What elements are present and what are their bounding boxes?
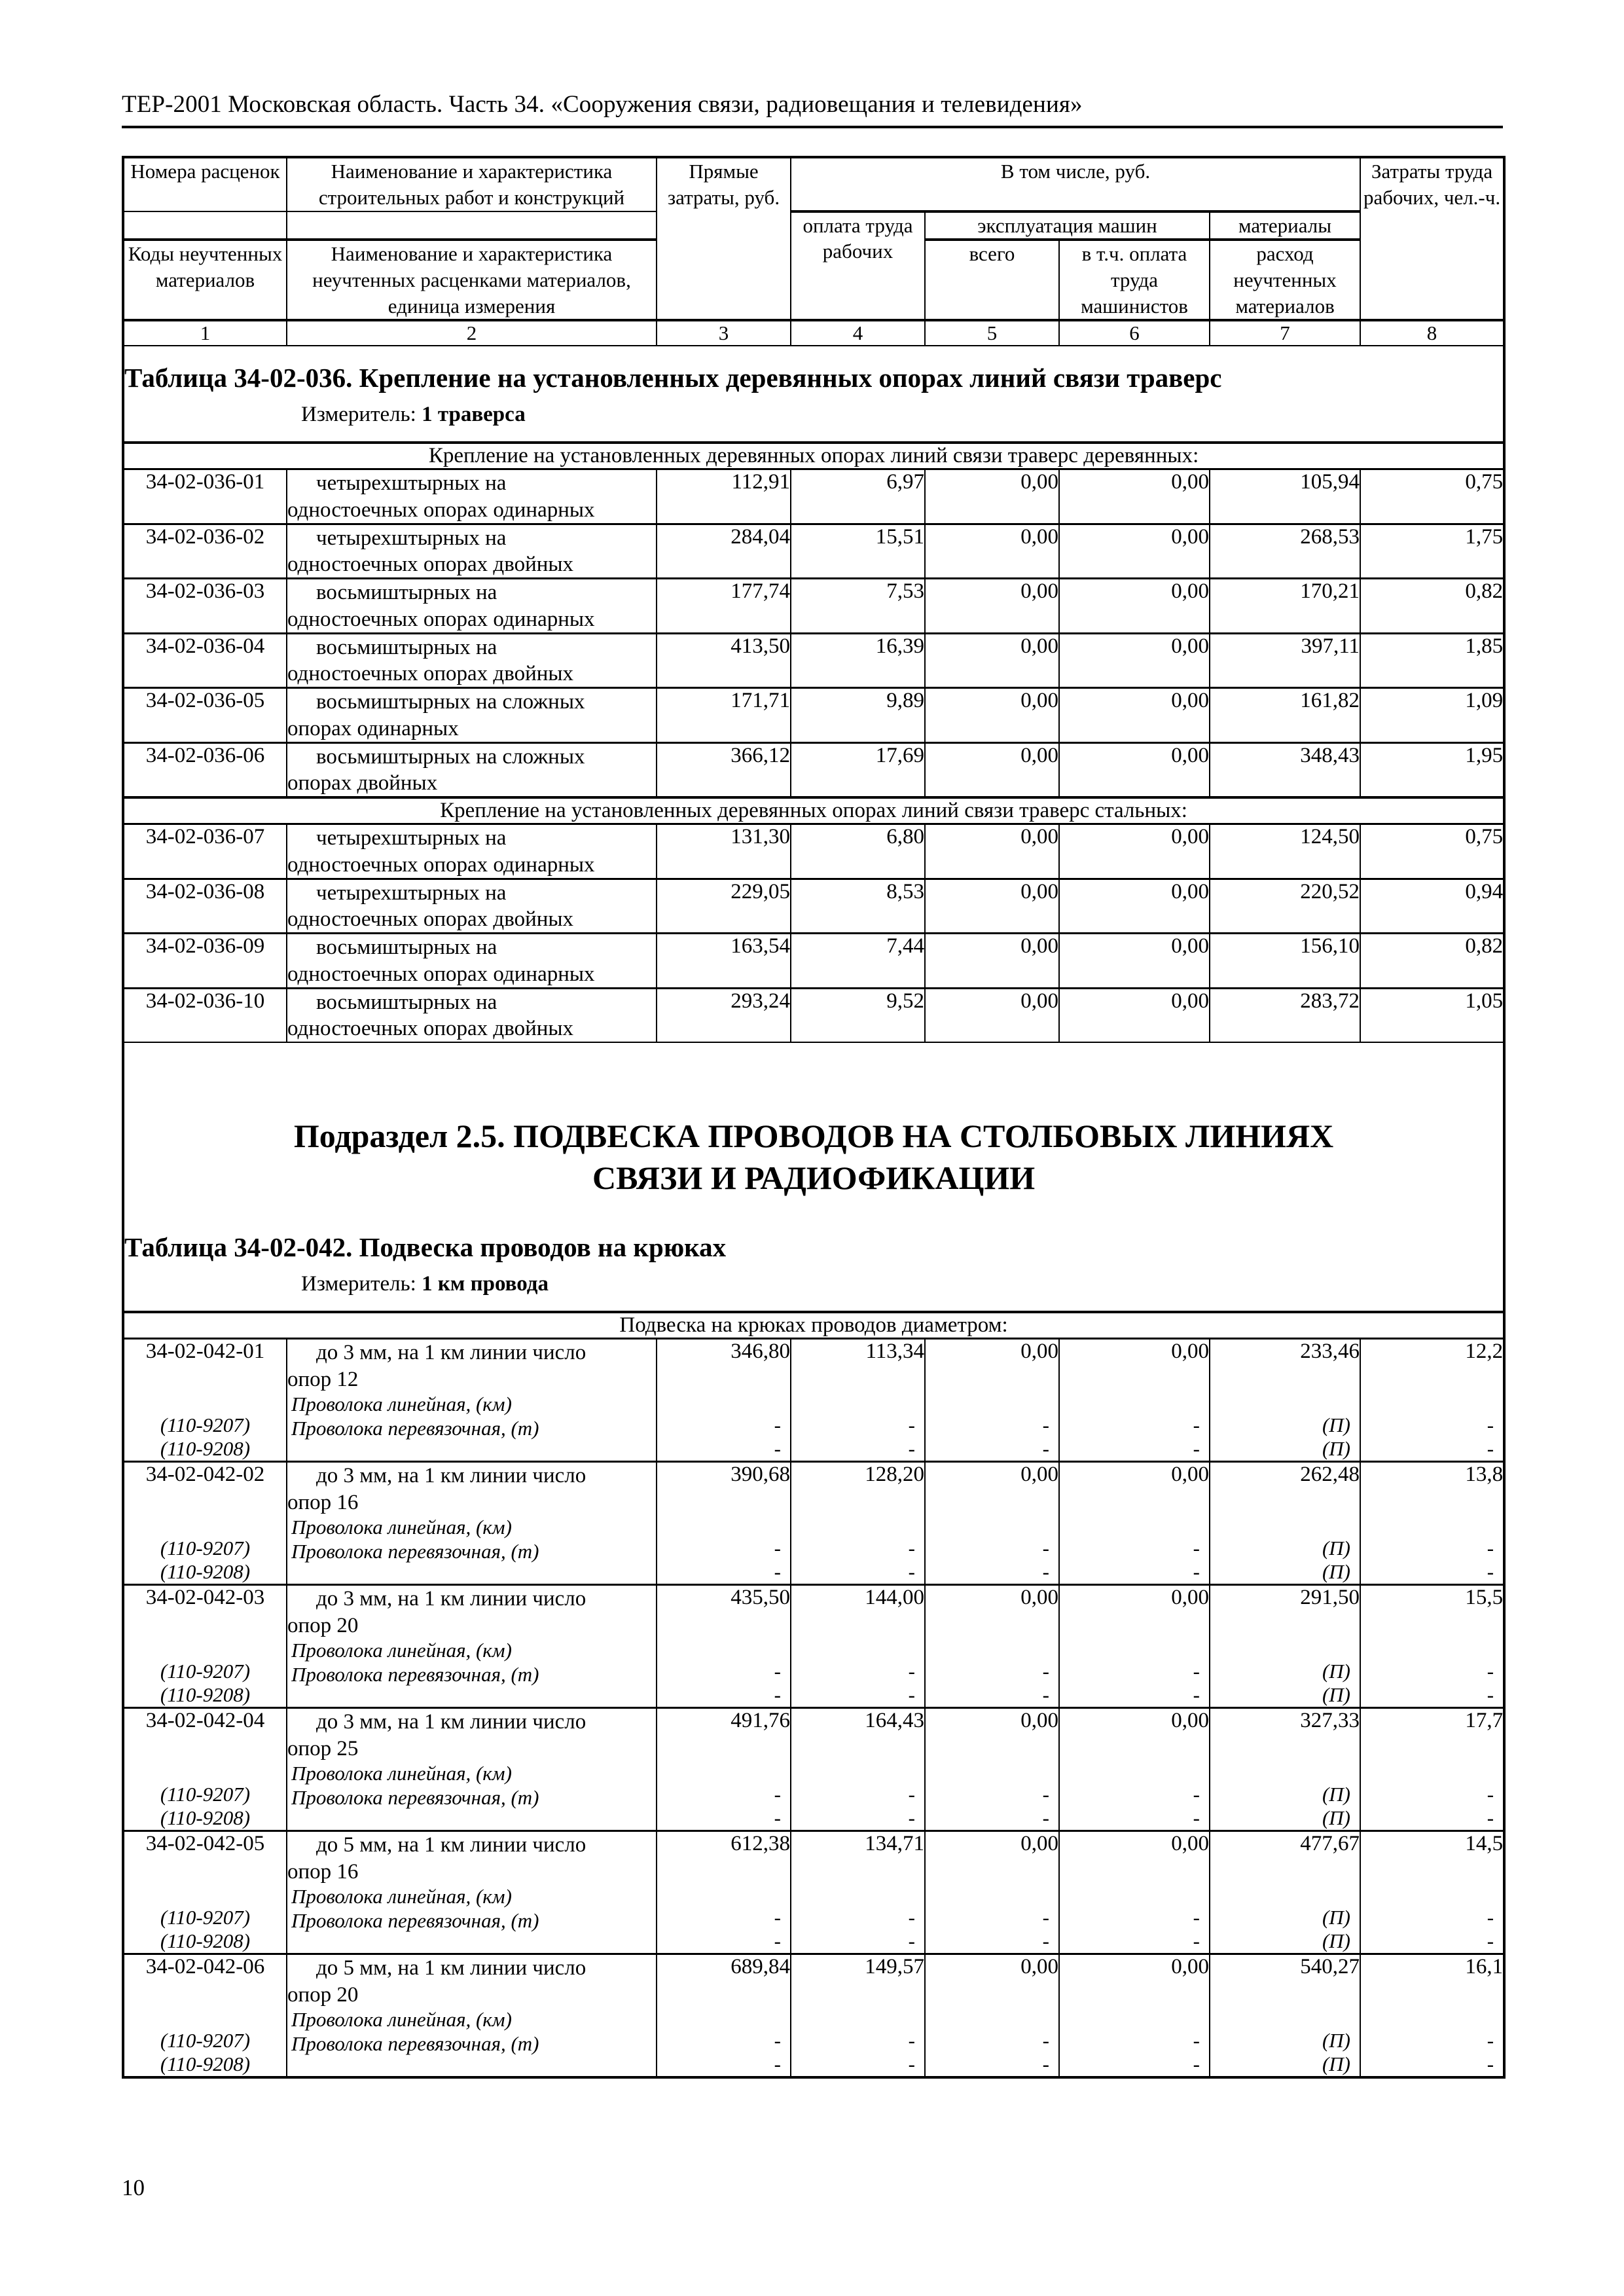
row-value-3: 491,76 - - (657, 1708, 791, 1831)
table-row (123, 988, 1504, 1042)
row-sub-value-1: - (1042, 1537, 1049, 1560)
row-value-8: 13,8 - - (1360, 1462, 1504, 1585)
table-34-02-036-block (123, 346, 1504, 443)
row-sub-value-2: - (908, 1683, 915, 1707)
row-value-7: 262,48 (П) (П) (1210, 1462, 1360, 1585)
row-value-6: 0,00 (1059, 934, 1210, 989)
row-value-3: 390,68 - - (657, 1462, 791, 1585)
row-value-6: 0,00 (1059, 469, 1210, 524)
table-column-header (122, 156, 1506, 346)
row-value-5: 0,00 - - (925, 1708, 1059, 1831)
row-sub-value-1: - (1193, 2029, 1200, 2052)
row-sub-value-1: (П) (1322, 1660, 1350, 1683)
row-value-6: 0,00 - - (1059, 1954, 1210, 2078)
row-value-4: 17,69 (791, 742, 925, 797)
row-sub-value-2: (П) (1322, 1806, 1350, 1830)
row-value-3: 689,84 - - (657, 1954, 791, 2078)
row-sub-value-2: - (1042, 1683, 1049, 1707)
row-sub-value-2: - (908, 1437, 915, 1461)
row-value-4: 6,97 (791, 469, 925, 524)
row-code: 34-02-042-04 (110-9207) (110-9208) (123, 1708, 287, 1831)
row-code: 34-02-036-03 (123, 579, 287, 634)
row-sub-value-1: - (774, 1660, 781, 1683)
row-subcode-2: (110-9208) (160, 1806, 251, 1830)
row-sub-value-2: - (1487, 1560, 1494, 1584)
row-value-8: 1,09 (1360, 688, 1504, 743)
row-value-5: 0,00 - - (925, 1954, 1059, 2078)
row-value-7: 105,94 (1210, 469, 1360, 524)
row-value-3: 284,04 (657, 524, 791, 579)
row-subname-1: Проволока линейная, (км) (291, 1392, 512, 1415)
row-sub-value-1: - (908, 1906, 915, 1929)
row-sub-value-2: (П) (1322, 2052, 1350, 2076)
row-sub-value-1: - (1042, 1783, 1049, 1806)
row-value-8: 17,7 - - (1360, 1708, 1504, 1831)
subsection-heading: Подраздел 2.5. ПОДВЕСКА ПРОВОДОВ НА СТОЛБОВЫХ ЛИНИЯХ СВЯЗИ И РАДИОФИКАЦИИ (293, 1118, 1334, 1197)
row-sub-value-1: - (774, 1413, 781, 1437)
row-subcode-2: (110-9208) (160, 1929, 251, 1953)
row-value-8: 0,75 (1360, 469, 1504, 524)
row-sub-value-2: (П) (1322, 1683, 1350, 1707)
row-sub-value-2: - (1193, 1683, 1200, 1707)
row-sub-value-1: - (1193, 1537, 1200, 1560)
row-value-5: 0,00 - - (925, 1339, 1059, 1462)
row-name: восьмиштырных на сложных опорах одинарных (287, 688, 657, 743)
row-value-4: 149,57 - - (791, 1954, 925, 2078)
row-value-5: 0,00 (925, 988, 1059, 1042)
running-header: ТЕР-2001 Московская область. Часть 34. «Сооружения связи, радиовещания и телевидения» (122, 91, 1083, 118)
header-col2-top: Наименование и характеристика строительных работ и конструкций (287, 157, 657, 211)
row-sub-value-1: - (1487, 1906, 1494, 1929)
row-value-3: 366,12 (657, 742, 791, 797)
header-col4: оплата труда рабочих (791, 211, 925, 321)
row-sub-value-1: - (1042, 1906, 1049, 1929)
row-value-7: 327,33 (П) (П) (1210, 1708, 1360, 1831)
row-code: 34-02-036-02 (123, 524, 287, 579)
row-sub-value-2: - (1487, 2052, 1494, 2076)
row-subcode-1: (110-9207) (160, 1413, 251, 1437)
row-subname-2: Проволока перевязочная, (т) (291, 1785, 539, 1809)
row-subname-1: Проволока линейная, (км) (291, 1761, 512, 1785)
row-sub-value-1: - (1487, 1413, 1494, 1437)
row-value-6: 0,00 (1059, 742, 1210, 797)
row-value-6: 0,00 (1059, 633, 1210, 688)
row-subname-2: Проволока перевязочная, (т) (291, 1539, 539, 1563)
row-value-4: 7,53 (791, 579, 925, 634)
row-sub-value-2: - (908, 2052, 915, 2076)
row-value-4: 113,34 - - (791, 1339, 925, 1462)
row-value-8: 1,75 (1360, 524, 1504, 579)
row-value-5: 0,00 - - (925, 1585, 1059, 1708)
row-code: 34-02-036-05 (123, 688, 287, 743)
row-value-6: 0,00 (1059, 688, 1210, 743)
row-value-5: 0,00 (925, 824, 1059, 879)
row-sub-value-2: - (774, 1560, 781, 1584)
row-sub-value-2: - (1042, 1806, 1049, 1830)
table-row (123, 524, 1504, 579)
row-name: до 5 мм, на 1 км линии число опор 20 Проволока линейная, (км) Проволока перевязочная, (т) (287, 1954, 657, 2078)
row-subname-2: Проволока перевязочная, (т) (291, 1416, 539, 1440)
table-34-02-042-block (123, 1221, 1504, 1312)
group-heading: Крепление на установленных деревянных опорах линий связи траверс стальных: (123, 797, 1504, 824)
header-col2-top-continued (287, 211, 657, 240)
row-subname-2: Проволока перевязочная, (т) (291, 1662, 539, 1686)
header-number-5: 5 (925, 320, 1059, 346)
row-subcode-1: (110-9207) (160, 1537, 251, 1560)
row-value-3: 171,71 (657, 688, 791, 743)
row-subname-1: Проволока линейная, (км) (291, 1638, 512, 1662)
row-sub-value-2: - (908, 1806, 915, 1830)
group-heading: Подвеска на крюках проводов диаметром: (123, 1312, 1504, 1339)
row-value-5: 0,00 (925, 524, 1059, 579)
header-number-4: 4 (791, 320, 925, 346)
header-col6: в т.ч. оплата труда машинистов (1059, 240, 1210, 320)
row-subcode-1: (110-9207) (160, 1783, 251, 1806)
row-value-5: 0,00 (925, 579, 1059, 634)
row-value-3: 293,24 (657, 988, 791, 1042)
row-subcode-1: (110-9207) (160, 1906, 251, 1929)
table-34-02-042-title: Таблица 34-02-042. Подвеска проводов на крюках (124, 1232, 727, 1263)
table-row (123, 469, 1504, 524)
row-subname-1: Проволока линейная, (км) (291, 1515, 512, 1539)
row-sub-value-1: - (1042, 2029, 1049, 2052)
row-sub-value-1: - (908, 2029, 915, 2052)
table-row (123, 579, 1504, 634)
row-sub-value-1: - (1042, 1660, 1049, 1683)
table-row (123, 934, 1504, 989)
row-value-5: 0,00 (925, 934, 1059, 989)
row-sub-value-1: - (908, 1537, 915, 1560)
row-sub-value-1: - (1487, 2029, 1494, 2052)
row-value-6: 0,00 - - (1059, 1831, 1210, 1954)
header-number-2: 2 (287, 320, 657, 346)
row-value-4: 7,44 (791, 934, 925, 989)
row-value-3: 163,54 (657, 934, 791, 989)
row-code: 34-02-042-05 (110-9207) (110-9208) (123, 1831, 287, 1954)
row-name: до 3 мм, на 1 км линии число опор 12 Проволока линейная, (км) Проволока перевязочная, (т) (287, 1339, 657, 1462)
row-value-4: 15,51 (791, 524, 925, 579)
table-34-02-042-measure (124, 1269, 1503, 1311)
row-sub-value-1: (П) (1322, 1906, 1350, 1929)
row-value-4: 9,52 (791, 988, 925, 1042)
row-value-6: 0,00 - - (1059, 1585, 1210, 1708)
row-sub-value-2: - (1487, 1683, 1494, 1707)
table1-bottom-spacer (123, 1042, 1504, 1072)
row-code: 34-02-036-10 (123, 988, 287, 1042)
table-34-02-036-measure-value: 1 траверса (422, 403, 526, 427)
row-sub-value-2: - (774, 2052, 781, 2076)
row-sub-value-1: (П) (1322, 1537, 1350, 1560)
row-value-4: 9,89 (791, 688, 925, 743)
header-span-vtom: В том числе, руб. (791, 157, 1360, 211)
row-name: до 3 мм, на 1 км линии число опор 16 Проволока линейная, (км) Проволока перевязочная, (т) (287, 1462, 657, 1585)
table-row (123, 742, 1504, 797)
row-sub-value-2: - (1193, 1929, 1200, 1953)
subsection-block (123, 1072, 1504, 1221)
row-sub-value-2: - (774, 1683, 781, 1707)
row-value-6: 0,00 - - (1059, 1708, 1210, 1831)
row-value-7: 156,10 (1210, 934, 1360, 989)
row-sub-value-1: - (908, 1660, 915, 1683)
row-sub-value-2: - (908, 1929, 915, 1953)
row-value-3: 229,05 (657, 879, 791, 934)
table-bottom-rule (123, 2077, 1504, 2079)
row-value-7: 477,67 (П) (П) (1210, 1831, 1360, 1954)
group-heading: Крепление на установленных деревянных опорах линий связи траверс деревянных: (123, 443, 1504, 469)
row-value-8: 0,82 (1360, 579, 1504, 634)
header-span-machines: эксплуатация машин (925, 211, 1210, 240)
row-name: восьмиштырных на одностоечных опорах одинарных (287, 934, 657, 989)
row-value-8: 16,1 - - (1360, 1954, 1504, 2078)
row-sub-value-2: - (1042, 1929, 1049, 1953)
header-col1-bottom: Коды неучтенных материалов (123, 240, 287, 320)
row-name: четырехштырных на одностоечных опорах одинарных (287, 824, 657, 879)
row-value-6: 0,00 (1059, 879, 1210, 934)
page-number: 10 (122, 2175, 145, 2200)
row-name: восьмиштырных на одностоечных опорах одинарных (287, 579, 657, 634)
row-sub-value-1: - (908, 1413, 915, 1437)
row-value-8: 14,5 - - (1360, 1831, 1504, 1954)
header-number-7: 7 (1210, 320, 1360, 346)
row-code: 34-02-042-01 (110-9207) (110-9208) (123, 1339, 287, 1462)
row-value-6: 0,00 (1059, 579, 1210, 634)
header-number-8: 8 (1360, 320, 1504, 346)
row-sub-value-2: (П) (1322, 1437, 1350, 1461)
row-value-5: 0,00 (925, 633, 1059, 688)
header-number-3: 3 (657, 320, 791, 346)
row-sub-value-1: (П) (1322, 1413, 1350, 1437)
row-value-4: 16,39 (791, 633, 925, 688)
row-code: 34-02-036-04 (123, 633, 287, 688)
row-sub-value-1: - (908, 1783, 915, 1806)
row-sub-value-2: - (1193, 1560, 1200, 1584)
row-value-5: 0,00 (925, 879, 1059, 934)
row-sub-value-1: - (774, 1537, 781, 1560)
row-code: 34-02-036-08 (123, 879, 287, 934)
row-value-8: 0,75 (1360, 824, 1504, 879)
row-code: 34-02-036-01 (123, 469, 287, 524)
header-col2-bottom: Наименование и характеристика неучтенных расценками материалов, единица измерения (287, 240, 657, 320)
row-name: четырехштырных на одностоечных опорах одинарных (287, 469, 657, 524)
row-code: 34-02-042-02 (110-9207) (110-9208) (123, 1462, 287, 1585)
row-subname-2: Проволока перевязочная, (т) (291, 2032, 539, 2055)
row-value-4: 134,71 - - (791, 1831, 925, 1954)
row-value-8: 0,82 (1360, 934, 1504, 989)
row-name: до 5 мм, на 1 км линии число опор 16 Проволока линейная, (км) Проволока перевязочная, (т) (287, 1831, 657, 1954)
row-subcode-2: (110-9208) (160, 1683, 251, 1707)
header-col1-bottom-spacer (123, 211, 287, 240)
row-subname-1: Проволока линейная, (км) (291, 2007, 512, 2031)
row-value-8: 0,94 (1360, 879, 1504, 934)
row-sub-value-2: (П) (1322, 1560, 1350, 1584)
table-row (123, 824, 1504, 879)
row-sub-value-1: - (1193, 1906, 1200, 1929)
header-col3: Прямые затраты, руб. (657, 157, 791, 320)
row-value-5: 0,00 (925, 688, 1059, 743)
table-34-02-036-measure-label: Измеритель: (301, 403, 422, 427)
row-subname-2: Проволока перевязочная, (т) (291, 1908, 539, 1932)
row-sub-value-1: - (1487, 1537, 1494, 1560)
row-subname-1: Проволока линейная, (км) (291, 1884, 512, 1908)
row-code: 34-02-042-06 (110-9207) (110-9208) (123, 1954, 287, 2078)
row-code: 34-02-036-09 (123, 934, 287, 989)
row-sub-value-2: - (1193, 1806, 1200, 1830)
row-value-8: 15,5 - - (1360, 1585, 1504, 1708)
row-sub-value-2: - (1193, 2052, 1200, 2076)
row-sub-value-2: - (1042, 1437, 1049, 1461)
row-code: 34-02-036-07 (123, 824, 287, 879)
row-sub-value-2: - (1487, 1806, 1494, 1830)
header-number-6: 6 (1059, 320, 1210, 346)
row-value-7: 233,46 (П) (П) (1210, 1339, 1360, 1462)
row-sub-value-1: - (774, 2029, 781, 2052)
header-col5: всего (925, 240, 1059, 320)
header-col8: Затраты труда рабочих, чел.-ч. (1360, 157, 1504, 320)
row-sub-value-2: - (774, 1437, 781, 1461)
row-sub-value-2: - (774, 1806, 781, 1830)
row-value-8: 1,95 (1360, 742, 1504, 797)
row-value-3: 112,91 (657, 469, 791, 524)
row-code: 34-02-042-03 (110-9207) (110-9208) (123, 1585, 287, 1708)
row-name: до 3 мм, на 1 км линии число опор 20 Проволока линейная, (км) Проволока перевязочная, (т) (287, 1585, 657, 1708)
table-row (123, 688, 1504, 743)
row-sub-value-2: - (908, 1560, 915, 1584)
row-sub-value-2: (П) (1322, 1929, 1350, 1953)
row-subcode-2: (110-9208) (160, 1560, 251, 1584)
row-value-7: 291,50 (П) (П) (1210, 1585, 1360, 1708)
row-sub-value-2: - (1042, 2052, 1049, 2076)
row-name: четырехштырных на одностоечных опорах двойных (287, 524, 657, 579)
row-value-4: 164,43 - - (791, 1708, 925, 1831)
header-rule (122, 126, 1503, 128)
row-sub-value-2: - (1042, 1560, 1049, 1584)
row-value-7: 348,43 (1210, 742, 1360, 797)
row-value-5: 0,00 - - (925, 1831, 1059, 1954)
row-value-4: 128,20 - - (791, 1462, 925, 1585)
row-sub-value-2: - (1487, 1929, 1494, 1953)
row-value-8: 1,05 (1360, 988, 1504, 1042)
row-value-7: 283,72 (1210, 988, 1360, 1042)
row-code: 34-02-036-06 (123, 742, 287, 797)
row-subcode-1: (110-9207) (160, 1660, 251, 1683)
row-value-7: 170,21 (1210, 579, 1360, 634)
row-sub-value-1: - (1487, 1660, 1494, 1683)
row-value-7: 397,11 (1210, 633, 1360, 688)
row-sub-value-1: - (1042, 1413, 1049, 1437)
table-34-02-036-measure (124, 400, 1503, 441)
row-value-4: 144,00 - - (791, 1585, 925, 1708)
row-sub-value-1: (П) (1322, 2029, 1350, 2052)
row-name: до 3 мм, на 1 км линии число опор 25 Проволока линейная, (км) Проволока перевязочная, (т) (287, 1708, 657, 1831)
row-subcode-1: (110-9207) (160, 2029, 251, 2052)
row-sub-value-1: - (774, 1906, 781, 1929)
table-row (123, 879, 1504, 934)
row-value-3: 435,50 - - (657, 1585, 791, 1708)
row-value-5: 0,00 (925, 742, 1059, 797)
row-subcode-2: (110-9208) (160, 1437, 251, 1461)
row-name: восьмиштырных на сложных опорах двойных (287, 742, 657, 797)
row-name: четырехштырных на одностоечных опорах двойных (287, 879, 657, 934)
row-sub-value-1: - (1193, 1413, 1200, 1437)
row-value-6: 0,00 - - (1059, 1462, 1210, 1585)
row-value-7: 161,82 (1210, 688, 1360, 743)
row-value-8: 1,85 (1360, 633, 1504, 688)
table-row (123, 633, 1504, 688)
table-34-02-042-measure-label: Измеритель: (301, 1272, 422, 1296)
row-value-3: 177,74 (657, 579, 791, 634)
row-value-4: 8,53 (791, 879, 925, 934)
row-sub-value-1: - (1193, 1783, 1200, 1806)
row-value-7: 124,50 (1210, 824, 1360, 879)
row-value-3: 346,80 - - (657, 1339, 791, 1462)
row-name: восьмиштырных на одностоечных опорах двойных (287, 988, 657, 1042)
row-value-4: 6,80 (791, 824, 925, 879)
row-sub-value-1: - (1193, 1660, 1200, 1683)
table-34-02-042-measure-value: 1 км провода (422, 1272, 549, 1296)
header-number-1: 1 (123, 320, 287, 346)
row-subcode-2: (110-9208) (160, 2052, 251, 2076)
row-value-7: 220,52 (1210, 879, 1360, 934)
row-sub-value-1: - (774, 1783, 781, 1806)
row-value-7: 540,27 (П) (П) (1210, 1954, 1360, 2078)
row-value-3: 413,50 (657, 633, 791, 688)
header-span-materials: материалы (1210, 211, 1360, 240)
header-col7: расход неучтенных материалов (1210, 240, 1360, 320)
row-name: восьмиштырных на одностоечных опорах двойных (287, 633, 657, 688)
row-value-7: 268,53 (1210, 524, 1360, 579)
table-34-02-036-title: Таблица 34-02-036. Крепление на установленных деревянных опорах линий связи траверс (124, 363, 1222, 393)
row-value-3: 612,38 - - (657, 1831, 791, 1954)
row-sub-value-1: (П) (1322, 1783, 1350, 1806)
row-value-6: 0,00 - - (1059, 1339, 1210, 1462)
row-value-3: 131,30 (657, 824, 791, 879)
row-value-6: 0,00 (1059, 824, 1210, 879)
row-sub-value-2: - (1487, 1437, 1494, 1461)
row-value-8: 12,2 - - (1360, 1339, 1504, 1462)
row-value-6: 0,00 (1059, 524, 1210, 579)
row-sub-value-1: - (1487, 1783, 1494, 1806)
row-sub-value-2: - (774, 1929, 781, 1953)
row-value-6: 0,00 (1059, 988, 1210, 1042)
row-value-5: 0,00 - - (925, 1462, 1059, 1585)
header-col1-top: Номера расценок (123, 157, 287, 211)
row-value-5: 0,00 (925, 469, 1059, 524)
table-body (122, 346, 1506, 2079)
row-sub-value-2: - (1193, 1437, 1200, 1461)
